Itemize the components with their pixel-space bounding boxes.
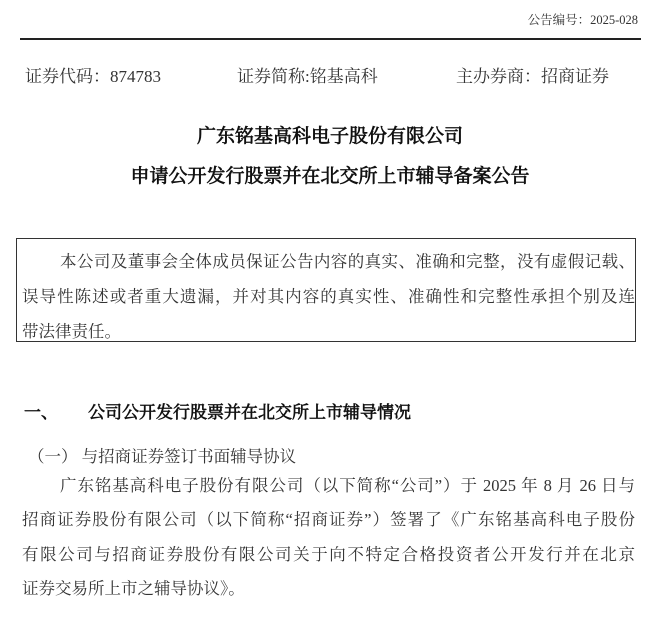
disclaimer-line: 带法律责任。 <box>22 322 121 341</box>
paragraph-line: 广东铭基高科电子股份有限公司（以下简称“公司”）于 2025 年 8 月 26 日与 <box>60 476 635 495</box>
disclaimer-line: 本公司及董事会全体成员保证公告内容的真实、准确和完整，没有虚假记载、 <box>60 252 635 271</box>
paragraph-line: 证券交易所上市之辅导协议》。 <box>22 579 245 598</box>
section-heading: 公司公开发行股票并在北交所上市辅导情况 <box>88 403 411 423</box>
header-rule <box>20 38 641 40</box>
paragraph-line: 招商证券股份有限公司（以下简称“招商证券”）签署了《广东铭基高科电子股份 <box>22 510 635 529</box>
sponsor-broker: 主办券商：招商证券 <box>456 67 609 86</box>
subsection-heading: （一） 与招商证券签订书面辅导协议 <box>28 447 297 466</box>
security-code: 证券代码：874783 <box>25 67 161 86</box>
company-title: 广东铭基高科电子股份有限公司 <box>196 125 463 147</box>
security-short-name: 证券简称:铭基高科 <box>237 67 378 86</box>
section-number: 一、 <box>24 403 58 423</box>
paragraph-line: 有限公司与招商证券股份有限公司关于向不特定合格投资者公开发行并在北京 <box>22 545 635 564</box>
disclaimer-line: 误导性陈述或者重大遗漏，并对其内容的真实性、准确性和完整性承担个别及连 <box>22 287 635 306</box>
announcement-number: 公告编号：2025-028 <box>527 13 638 27</box>
announcement-title: 申请公开发行股票并在北交所上市辅导备案公告 <box>130 165 530 187</box>
